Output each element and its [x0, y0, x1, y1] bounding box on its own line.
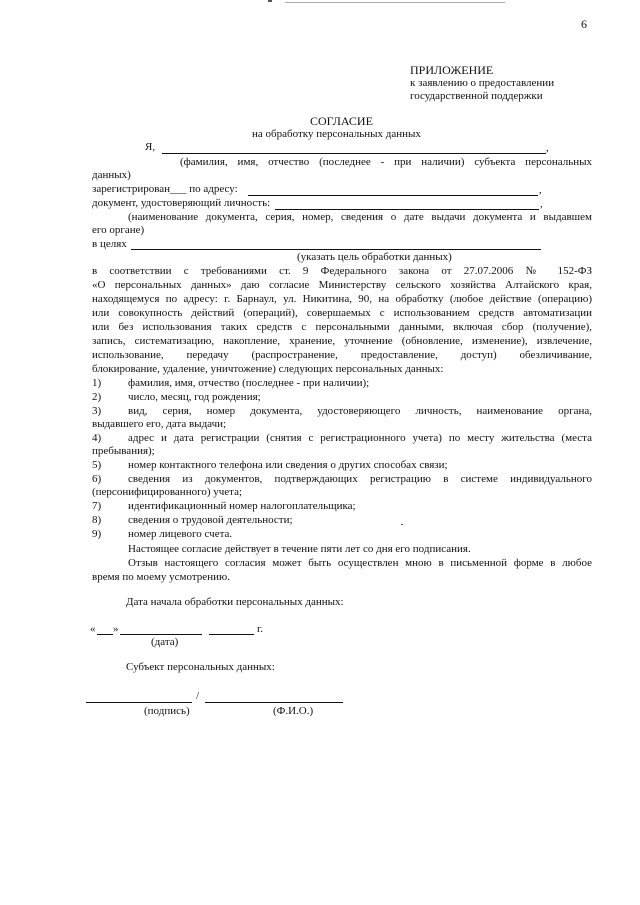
- list-item-text: идентификационный номер налогоплательщика;: [128, 500, 356, 512]
- page-number: 6: [581, 17, 587, 31]
- list-item-text: номер контактного телефона или сведения о других способах связи;: [128, 459, 448, 471]
- list-item-text: сведения из документов, подтверждающих регистрацию в системе индивидуального: [128, 473, 592, 485]
- list-item-number: 5): [92, 459, 102, 471]
- date-close-quote: »: [113, 623, 119, 635]
- registered-label: зарегистрирован___ по адресу:: [92, 183, 238, 195]
- doc-hint-line-2: его органе): [92, 224, 145, 236]
- validity-text: Настоящее согласие действует в течение пяти лет со дня его подписания.: [128, 543, 471, 555]
- date-open-quote: «: [90, 623, 96, 635]
- ya-label: Я,: [145, 141, 156, 153]
- annex-line-1: к заявлению о предоставлении: [410, 77, 555, 89]
- signature-slash: /: [196, 690, 200, 702]
- signature-hint: (подпись): [144, 705, 190, 717]
- purpose-hint: (указать цель обработки данных): [297, 251, 452, 263]
- revoke-text-line-1: Отзыв настоящего согласия может быть осуществлен мною в письменной форме в любое: [128, 557, 592, 569]
- fio-hint-line-1: (фамилия, имя, отчество (последнее - при наличии) субъекта персональных: [180, 156, 592, 168]
- paragraph-line: запись, систематизацию, накопление, хранение, уточнение (обновление, изменение), извлечение,: [92, 335, 592, 347]
- signature-input-line: [86, 702, 192, 703]
- annex-line-2: государственной поддержки: [410, 90, 543, 102]
- list-item-text: фамилия, имя, отчество (последнее - при наличии);: [128, 377, 370, 389]
- document-title: СОГЛАСИЕ: [310, 114, 373, 128]
- list-item-text: адрес и дата регистрации (снятия с регистрационного учета) по месту жительства (места: [128, 432, 592, 444]
- paragraph-line: блокирование, удаление, уничтожение) следующих персональных данных:: [92, 363, 444, 375]
- list-item-number: 8): [92, 514, 102, 526]
- fio-sign-input-line: [205, 702, 343, 703]
- document-subtitle: на обработку персональных данных: [252, 128, 421, 140]
- scan-artifact-mark: [268, 0, 272, 2]
- list-item-number: 3): [92, 405, 102, 417]
- fio-sign-hint: (Ф.И.О.): [273, 705, 314, 717]
- purpose-label: в целях: [92, 238, 127, 250]
- list-item-text: число, месяц, год рождения;: [128, 391, 261, 403]
- year-input-line: [209, 634, 254, 635]
- list-item-text: вид, серия, номер документа, удостоверяющего личность, наименование органа,: [128, 405, 592, 417]
- comma: ,: [546, 142, 549, 154]
- list-item-number: 4): [92, 432, 102, 444]
- subject-label: Субъект персональных данных:: [126, 661, 275, 673]
- comma: ,: [540, 198, 543, 210]
- month-input-line: [120, 634, 202, 635]
- scan-artifact-top: [285, 2, 505, 3]
- comma: ,: [539, 184, 542, 196]
- list-item-text: сведения о трудовой деятельности;: [128, 514, 293, 526]
- purpose-input-line: [131, 249, 541, 250]
- paragraph-line: или совокупность действий (операций), совершаемых с использованием средств автоматизации: [92, 307, 592, 319]
- start-date-label: Дата начала обработки персональных данных:: [126, 596, 344, 608]
- fio-input-line: [162, 153, 546, 154]
- list-item-number: 6): [92, 473, 102, 485]
- document-label: документ, удостоверяющий личность:: [92, 197, 271, 209]
- paragraph-line: находящемуся по адресу: г. Барнаул, ул. Никитина, 90, на обработку (любое действие (операцию): [92, 293, 592, 305]
- paragraph-line: в соответствии с требованиями ст. 9 Федерального закона от 27.07.2006 № 152-ФЗ: [92, 265, 592, 277]
- date-hint: (дата): [151, 636, 179, 648]
- scan-speck: [401, 524, 403, 525]
- list-item-number: 9): [92, 528, 102, 540]
- doc-hint-line-1: (наименование документа, серия, номер, сведения о дате выдачи документа и выдавшем: [128, 211, 592, 223]
- fio-hint-line-2: данных): [92, 169, 131, 181]
- paragraph-line: или без использования таких средств с персональными данными, включая сбор (получение),: [92, 321, 592, 333]
- address-input-line: [248, 195, 538, 196]
- list-item-text: пребывания);: [92, 445, 155, 457]
- list-item-text: номер лицевого счета.: [128, 528, 233, 540]
- list-item-text: (персонифицированного) учета;: [92, 486, 243, 498]
- paragraph-line: «О персональных данных» даю согласие Министерству сельского хозяйства Алтайского края,: [92, 279, 592, 291]
- list-item-text: выдавшего его, дата выдачи;: [92, 418, 227, 430]
- paragraph-line: использование, передачу (распространение, предоставление, доступ) обезличивание,: [92, 349, 592, 361]
- year-suffix: г.: [257, 623, 264, 635]
- list-item-number: 2): [92, 391, 102, 403]
- revoke-text-line-2: время по моему усмотрению.: [92, 571, 230, 583]
- annex-title: ПРИЛОЖЕНИЕ: [410, 63, 494, 77]
- list-item-number: 1): [92, 377, 102, 389]
- document-input-line: [275, 209, 539, 210]
- day-input-line: [97, 634, 113, 635]
- list-item-number: 7): [92, 500, 102, 512]
